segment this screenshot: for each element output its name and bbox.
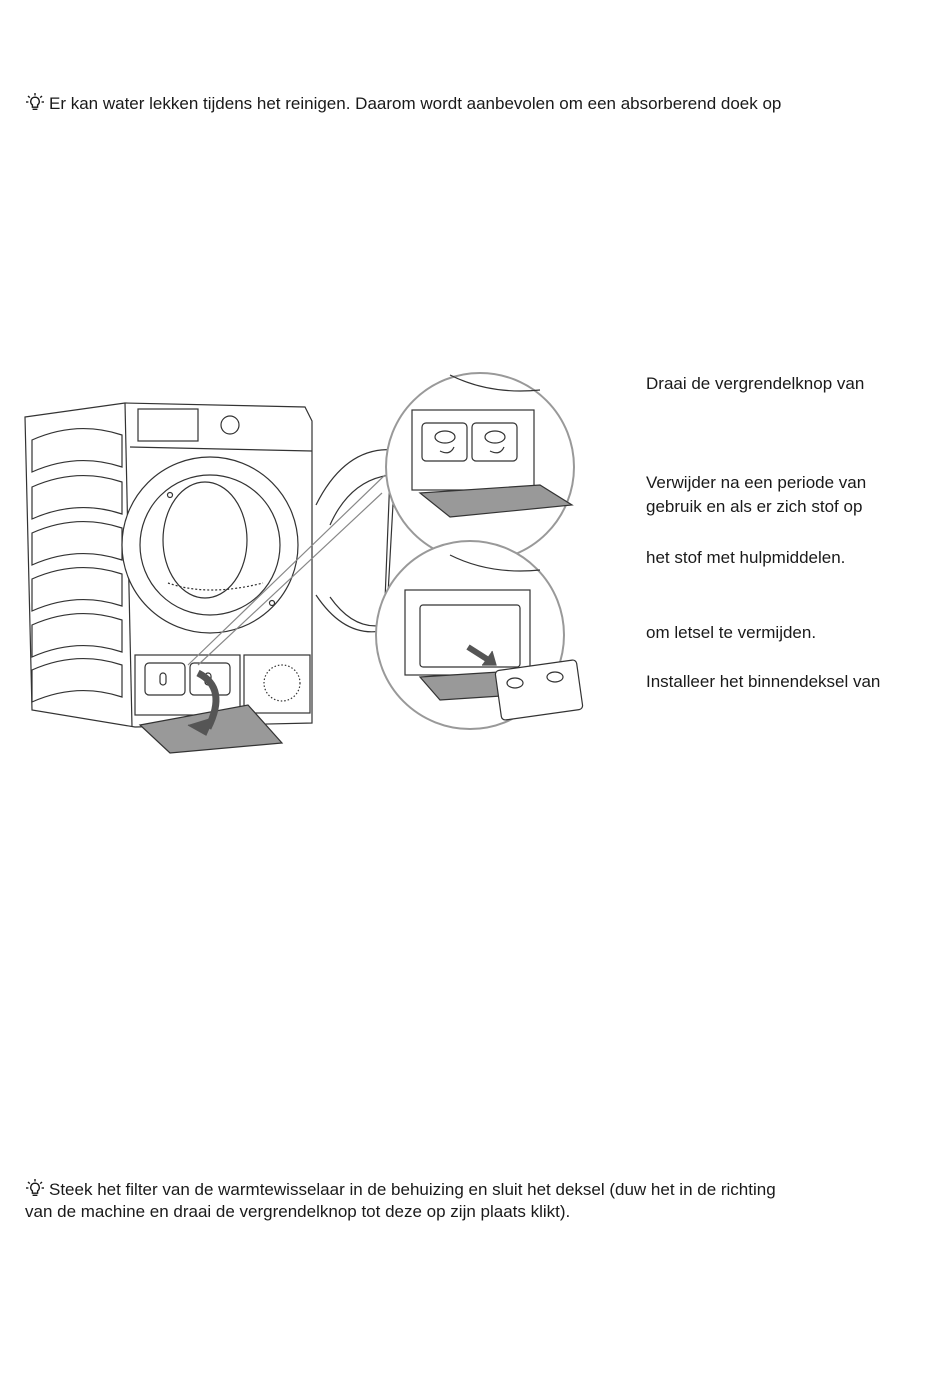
tip-top-text: Er kan water lekken tijdens het reinigen. Daarom wordt aanbevolen om een absorberend doek op xyxy=(49,94,782,113)
step-clean-dust: het stof met hulpmiddelen. xyxy=(646,548,846,567)
tip-bottom xyxy=(25,1178,776,1201)
step-rotate-lock: Draai de vergrendelknop van xyxy=(646,374,865,393)
step-remove-line2: gebruik en als er zich stof op xyxy=(646,497,863,516)
tip-top xyxy=(25,92,781,115)
magnified-view-lock xyxy=(386,373,574,561)
dryer-body xyxy=(25,403,396,753)
lightbulb-icon xyxy=(25,1178,45,1198)
magnified-view-removal xyxy=(376,541,583,729)
step-install-cover: Installeer het binnendeksel van xyxy=(646,672,881,691)
tip-bottom-text-line2: van de machine en draai de vergrendelknop tot deze op zijn plaats klikt). xyxy=(25,1202,571,1221)
tip-bottom-text-line1: Steek het filter van de warmtewisselaar in de behuizing en sluit het deksel (duw het in de richting xyxy=(49,1180,776,1199)
step-avoid-injury: om letsel te vermijden. xyxy=(646,623,817,642)
dryer-illustration xyxy=(20,365,620,760)
step-remove-line1: Verwijder na een periode van xyxy=(646,473,867,492)
lightbulb-icon xyxy=(25,92,45,112)
